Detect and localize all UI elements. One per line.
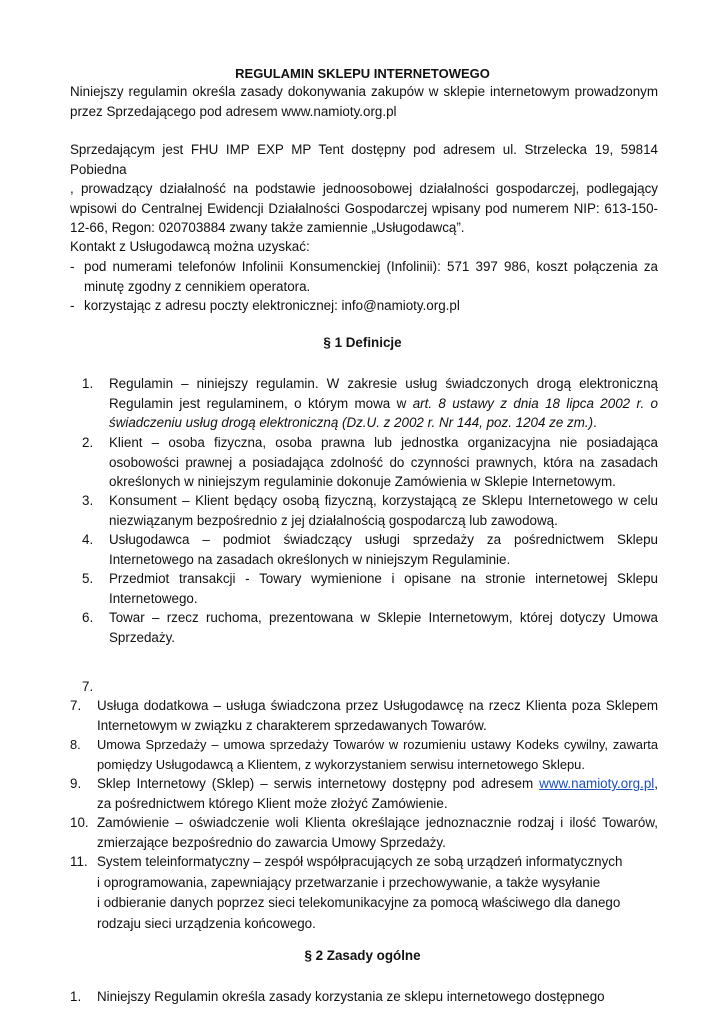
item-line: pomiędzy Usługodawcą a Klientem, z wykorzystaniem serwisu internetowego Sklepu. bbox=[97, 756, 585, 772]
seller-line: Sprzedającym jest FHU IMP EXP MP Tent dostępny pod adresem ul. Strzelecka 19, 59814 Pobiedna bbox=[70, 142, 658, 177]
definition-item bbox=[70, 813, 658, 852]
definition-item bbox=[82, 608, 658, 647]
contact-item bbox=[70, 257, 658, 296]
bullet-dash: - bbox=[70, 259, 75, 274]
item-number: 5. bbox=[82, 571, 94, 586]
item-number: 10. bbox=[70, 815, 89, 830]
definition-item bbox=[82, 569, 658, 608]
definition-item bbox=[82, 491, 658, 530]
item-line-italic: świadczeniu usług drogą elektroniczną (Dz.U. z 2002 r. Nr 144, poz. 1204 ze zm.) bbox=[109, 415, 594, 430]
item-line: Sprzedaży. bbox=[109, 629, 175, 645]
item-line: Regulamin jest regulaminem, o którym mowa w bbox=[109, 395, 413, 411]
section2-heading: § 2 Zasady ogólne bbox=[304, 948, 421, 963]
rule-item bbox=[70, 987, 658, 1007]
contact-heading: Kontakt z Usługodawcą można uzyskać: bbox=[70, 239, 310, 254]
item-line: zmierzające bezpośrednio do zawarcia Umowy Sprzedaży. bbox=[97, 834, 446, 850]
item-line: Regulamin – niniejszy regulamin. W zakresie usług świadczonych drogą elektroniczną bbox=[109, 376, 658, 391]
seller-paragraph bbox=[70, 140, 658, 238]
definition-item bbox=[70, 852, 658, 934]
item-number: 9. bbox=[70, 776, 82, 791]
definition-item bbox=[70, 735, 658, 774]
definition-item bbox=[82, 530, 658, 569]
item-line: określonych w niniejszym regulaminie dokonuje Zamówienia w Sklepie Internetowym. bbox=[109, 474, 616, 489]
item-line: Konsument – Klient będący osobą fizyczną, korzystającą ze Sklepu Internetowego w celu bbox=[109, 493, 658, 508]
item-number: 3. bbox=[82, 493, 94, 508]
intro-line: przez Sprzedającego pod adresem www.namioty.org.pl bbox=[70, 103, 397, 119]
definition-item bbox=[70, 696, 658, 735]
item-number: 7. bbox=[70, 698, 82, 713]
item-line-italic: art. 8 ustawy z dnia 18 lipca 2002 r. o bbox=[412, 395, 658, 411]
item-line: i oprogramowania, zapewniający przetwarzanie i przechowywanie, a także wysyłanie bbox=[97, 874, 601, 890]
definition-item bbox=[82, 433, 658, 492]
item-number: 1. bbox=[70, 989, 82, 1004]
bullet-dash: - bbox=[70, 298, 75, 313]
item-line: Internetowego. bbox=[109, 590, 198, 606]
section1-heading: § 1 Definicje bbox=[323, 335, 402, 350]
item-line: System teleinformatyczny – zespół współpracujących ze sobą urządzeń informatycznych bbox=[97, 854, 623, 869]
empty-list-item: 7. bbox=[82, 679, 94, 694]
seller-line: 12-66, Regon: 020703884 zwany także zamiennie „Usługodawcą”. bbox=[70, 220, 465, 235]
item-line: Przedmiot transakcji - Towary wymienione i opisane na stronie internetowej Sklepu bbox=[109, 571, 658, 586]
item-line: . bbox=[593, 415, 597, 430]
item-number: 6. bbox=[82, 610, 94, 625]
item-number: 4. bbox=[82, 532, 94, 547]
item-number: 1. bbox=[82, 376, 94, 391]
item-line: Zamówienie – oświadczenie woli Klienta określające jednoznacznie rodzaj i ilość Towarów, bbox=[97, 815, 658, 830]
item-number: 8. bbox=[70, 737, 81, 752]
document-title: REGULAMIN SKLEPU INTERNETOWEGO bbox=[235, 66, 490, 81]
intro-line: Niniejszy regulamin określa zasady dokonywania zakupów w sklepie internetowym prowadzonym bbox=[70, 84, 658, 99]
item-line: , bbox=[654, 776, 658, 791]
item-line: i odbieranie danych poprzez sieci telekomunikacyjne za pomocą właściwego dla danego bbox=[97, 895, 621, 910]
item-number: 2. bbox=[82, 435, 94, 450]
item-line: za pośrednictwem którego Klient może złożyć Zamówienie. bbox=[97, 795, 448, 811]
contact-line: korzystając z adresu poczty elektronicznej: info@namioty.org.pl bbox=[84, 298, 460, 313]
item-line: Internetowego na zasadach określonych w niniejszym Regulaminie. bbox=[109, 551, 511, 567]
item-line: Sklep Internetowy (Sklep) – serwis internetowy dostępny pod adresem bbox=[97, 776, 540, 791]
item-line: Umowa Sprzedaży – umowa sprzedaży Towarów w rozumieniu ustawy Kodeks cywilny, zawarta bbox=[97, 737, 658, 752]
item-line: Klient – osoba fizyczna, osoba prawna lub jednostka organizacyjna nie posiadająca bbox=[109, 435, 658, 450]
item-number: 11. bbox=[70, 854, 88, 869]
contact-line: pod numerami telefonów Infolinii Konsumenckiej (Infolinii): 571 397 986, koszt połączenia za bbox=[84, 259, 658, 274]
item-line: rodzaju sieci urządzenia końcowego. bbox=[97, 915, 316, 931]
contact-item bbox=[70, 296, 658, 316]
item-line: Usługa dodatkowa – usługa świadczona przez Usługodawcę na rzecz Klienta poza Sklepem bbox=[97, 698, 658, 713]
item-line: Niniejszy Regulamin określa zasady korzystania ze sklepu internetowego dostępnego bbox=[97, 989, 605, 1004]
item-line: Towar – rzecz ruchoma, prezentowana w Sklepie Internetowym, której dotyczy Umowa bbox=[109, 610, 658, 625]
definition-item bbox=[70, 774, 658, 813]
item-line: Internetowym w związku z charakterem sprzedawanych Towarów. bbox=[97, 717, 487, 733]
seller-line: , prowadzący działalność na podstawie jednoosobowej działalności gospodarczej, podlegający bbox=[70, 181, 658, 196]
item-line: osobowości prawnej a posiadająca zdolność do czynności prawnych, która na zasadach bbox=[109, 454, 658, 470]
definition-item bbox=[82, 374, 658, 433]
item-line: niezwiązanym bezpośrednio z jej działalnością gospodarczą lub zawodową. bbox=[109, 512, 558, 528]
seller-line: wpisowi do Centralnej Ewidencji Działalności Gospodarczej wpisany pod numerem NIP: 613-150- bbox=[70, 200, 658, 216]
shop-url-link[interactable]: www.namioty.org.pl bbox=[539, 776, 655, 791]
intro-paragraph bbox=[70, 82, 658, 121]
contact-line: minutę zgodny z cennikiem operatora. bbox=[84, 278, 311, 294]
item-line: Usługodawca – podmiot świadczący usługi sprzedaży za pośrednictwem Sklepu bbox=[109, 532, 658, 547]
